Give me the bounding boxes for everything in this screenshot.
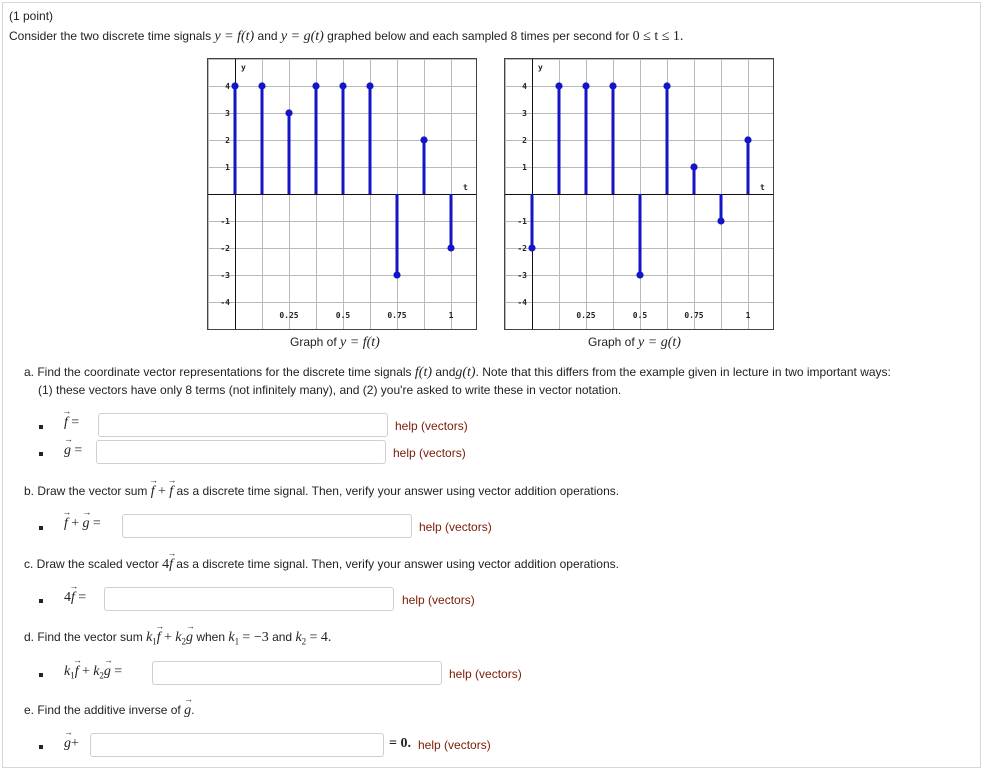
stem-point [636,271,643,278]
graph-f-caption-math: y = f(t) [340,335,380,350]
help-vectors-link-combo[interactable]: help (vectors) [449,667,522,681]
help-vectors-link-f[interactable]: help (vectors) [395,419,468,433]
intro-text [9,29,683,45]
y-tick-label: 3 [522,109,527,118]
four-f-input[interactable] [104,587,394,611]
y-tick-label: 1 [522,163,527,172]
k2-symbol: k [295,630,302,645]
x-tick-label: 0.75 [387,311,407,321]
stem-point [690,163,697,170]
part-c-prefix: c. Draw the scaled vector [24,557,159,571]
g-label [64,443,82,459]
f-vector-symbol: → f [157,630,161,646]
stem-point [717,217,724,224]
bullet [39,452,43,456]
inverse-label [64,736,79,752]
k1-symbol: k [146,630,153,645]
when-text: when [196,630,226,644]
stem-point [744,136,751,143]
y-tick-label: -4 [220,298,230,307]
equals-sign: = [71,415,80,430]
equals-zero [389,736,411,752]
stem-point [555,82,562,89]
x-tick-label: 0.25 [576,311,596,321]
f-vector-symbol: → f [64,516,68,532]
stem-point [366,82,373,89]
part-a-suffix: . Note that this differs from the example given in lecture in two important ways: [475,365,891,379]
stem-point [663,82,670,89]
k1-symbol: k [64,664,71,679]
bullet [39,745,43,749]
g-vector-symbol: → g [64,443,71,459]
scalar-four: 4 [162,557,170,572]
scalar-four: 4 [64,590,71,605]
plus-sign: + [71,516,80,531]
stem-point [312,82,319,89]
y-tick-label: -1 [220,217,230,226]
k1-symbol: k [228,630,235,645]
y-tick-label: 4 [522,82,527,91]
part-d-prefix: d. Find the vector sum [24,630,143,644]
k2-symbol: k [93,664,100,679]
stem-point [339,82,346,89]
g-of-t: g(t) [455,365,476,380]
equals-sign: = [74,443,83,458]
g-vector-symbol: → g [64,736,71,752]
f-vector-symbol: → f [75,664,79,680]
g-vector-symbol: → g [82,516,89,532]
part-b-suffix: as a discrete time signal. Then, verify your answer using vector addition operations. [176,484,620,498]
f-vector-symbol: → f [64,415,68,431]
k1-subscript: 1 [234,636,240,647]
four-f-label [64,590,86,606]
y-tick-label: -2 [517,244,527,253]
graph-f-caption-prefix: Graph of [290,335,337,349]
points-label: (1 point) [9,9,54,23]
equals-zero-vector: = 0. [389,736,411,751]
part-a-and: and [435,365,456,379]
graph-g-caption-prefix: Graph of [588,335,635,349]
part-e-prompt [24,703,194,719]
bullet [39,673,43,677]
k2-subscript: 2 [181,636,186,647]
y-axis-label: y [241,63,246,72]
intro-suffix: graphed below and each sampled 8 times per second for [327,29,630,43]
stem-point [393,271,400,278]
y-tick-label: -4 [517,298,527,307]
y-tick-label: -3 [220,271,230,280]
stem-point [285,109,292,116]
part-c-suffix: as a discrete time signal. Then, verify your answer using vector addition operations. [176,557,619,571]
graph-f-caption [290,335,380,351]
help-vectors-link-inverse[interactable]: help (vectors) [418,738,491,752]
y-tick-label: 4 [225,82,230,91]
x-axis-label: t [463,183,468,192]
stem-point [528,244,535,251]
period: . [191,703,195,717]
x-tick-label: 0.5 [632,311,648,321]
part-c-prompt [24,557,619,573]
f-vector-symbol: → f [151,484,155,500]
k2-subscript: 2 [99,670,104,681]
y-tick-label: -1 [517,217,527,226]
stem-point [258,82,265,89]
x-axis-label: t [760,183,765,192]
x-tick-label: 1 [448,311,454,321]
y-tick-label: 2 [522,136,527,145]
plus-sign: + [164,630,172,645]
f-of-t: f(t) [414,365,432,380]
y-tick-label: -2 [220,244,230,253]
y-tick-label: 3 [225,109,230,118]
x-tick-label: 0.75 [684,311,704,321]
help-vectors-link-scaled[interactable]: help (vectors) [402,593,475,607]
y-tick-label: -3 [517,271,527,280]
part-a-prefix: a. Find the coordinate vector representations for the discrete time signals [24,365,412,379]
f-label [64,415,79,431]
y-axis-label: y [538,63,543,72]
k2-subscript: 2 [301,636,307,647]
intro-middle: and [257,29,278,43]
graph-g-caption [588,335,681,351]
f-equation: y = f(t) [214,29,255,44]
graph-f-plot [208,59,476,329]
f-plus-g-input[interactable] [122,514,412,538]
x-tick-label: 0.5 [335,311,351,321]
y-tick-label: 1 [225,163,230,172]
y-tick-label: 2 [225,136,230,145]
part-d-prompt [24,630,331,646]
help-vectors-link-g[interactable]: help (vectors) [393,446,466,460]
g-vector-symbol: → g [104,664,111,680]
graph-g-plot [505,59,773,329]
graph-g-caption-math: y = g(t) [638,335,681,350]
t-range: 0 ≤ t ≤ 1. [632,29,684,44]
plus-sign: + [157,484,166,499]
equals-sign: = [78,590,87,605]
equals-sign: = [114,664,123,679]
x-tick-label: 0.25 [279,311,299,321]
linear-combo-label [64,664,122,680]
bullet [39,599,43,603]
f-vector-symbol: → f [169,557,173,573]
graph-g [504,58,774,330]
part-b-prefix: b. Draw the vector sum [24,484,148,498]
k2-symbol: k [175,630,182,645]
g-vector-symbol: → g [184,703,191,719]
linear-combo-input[interactable] [152,661,442,685]
part-b-prompt [24,484,619,500]
additive-inverse-input[interactable] [90,733,384,757]
and-text: and [272,630,293,644]
plus-sign: + [81,664,90,679]
k2-value: = 4. [309,630,332,645]
part-e-prefix: e. Find the additive inverse of [24,703,181,717]
equals-sign: = [92,516,101,531]
f-vector-input[interactable] [98,413,388,437]
f-plus-g-label [64,516,101,532]
k1-value: = −3 [242,630,269,645]
x-tick-label: 1 [745,311,751,321]
f-vector-symbol: → f [71,590,75,606]
stem-point [420,136,427,143]
f-vector-symbol: → f [169,484,173,500]
help-vectors-link-sum[interactable]: help (vectors) [419,520,492,534]
g-equation: y = g(t) [280,29,324,44]
stem-point [582,82,589,89]
k1-subscript: 1 [70,670,75,681]
stem-point [447,244,454,251]
bullet [39,526,43,530]
stem-point [231,82,238,89]
g-vector-symbol: → g [186,630,193,646]
stem-point [609,82,616,89]
g-vector-input[interactable] [96,440,386,464]
part-a-prompt-line1 [24,365,891,381]
intro-prefix: Consider the two discrete time signals [9,29,212,43]
plus-sign: + [71,736,79,751]
bullet [39,425,43,429]
graph-f [207,58,477,330]
part-a-prompt-line2: (1) these vectors have only 8 terms (not infinitely many), and (2) you're asked to write these in vector notation. [38,383,622,397]
k1-subscript: 1 [152,636,157,647]
